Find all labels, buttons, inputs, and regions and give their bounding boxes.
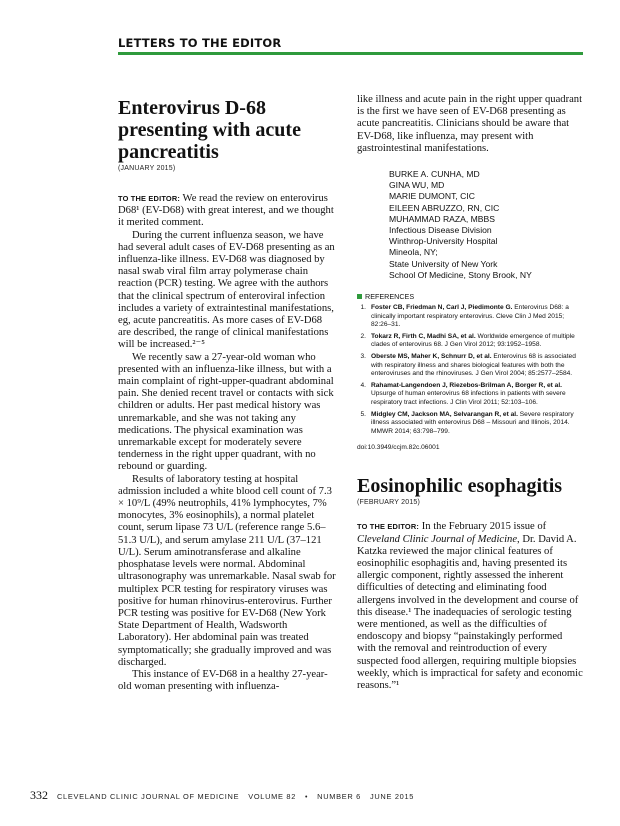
article1-p1-text: We read the review on enterovirus D68¹ (EV-D68) with great interest, and we thought it merited comment. bbox=[118, 193, 334, 229]
footer-number: NUMBER 6 bbox=[317, 792, 361, 801]
right-column bbox=[357, 94, 583, 692]
footer-date: JUNE 2015 bbox=[369, 792, 415, 801]
article2-date: (FEBRUARY 2015) bbox=[357, 499, 421, 507]
reference-authors: Rahamat-Langendoen J, Riezebos-Brilman A, Borger R, et al. bbox=[371, 381, 563, 389]
article1-paragraph-1 bbox=[118, 193, 336, 230]
references-heading bbox=[357, 292, 583, 301]
left-column bbox=[118, 97, 336, 693]
signature-line: Mineola, NY; bbox=[389, 247, 438, 258]
article2-p1-b: , Dr. David A. Katzka reviewed the major clinical features of eosinophilic esophagitis and, having presented its allergic component, rightly assessed the inherent difficulties of detecting and eliminating food allergens involved in the development and course of this disease.¹ The inadequacies of serologic testing were mentioned, as well as the difficulties of endoscopy and biopsy “painstakingly performed with the removal and reintroduction of every suspected food allergen, requiring multiple biopsies weekly, which is impractical for safety and economic reasons.”¹ bbox=[357, 533, 583, 691]
reference-number: 3. bbox=[360, 353, 366, 361]
article1-paragraph-3: We recently saw a 27-year-old woman who presented with an influenza-like illness, but with a main complaint of right-upper-quadrant abdominal pain. She denied recent travel or contacts with sick children or adults. Her past medical history was unremarkable, and she was not taking any medications. The physical examination was unremarkable except for moderately severe tenderness in the right upper quadrant, with no rebound or guarding. bbox=[118, 351, 334, 473]
article1-date: (JANUARY 2015) bbox=[118, 165, 176, 172]
reference-number: 1. bbox=[360, 304, 366, 312]
reference-text: Enterovirus 68 is associated with respiratory illness and shares biological features with both the enteroviruses and the rhinoviruses. J Gen Virol 2004; 85:2577–2584. bbox=[371, 353, 576, 378]
reference-text: Worldwide emergence of multiple clades of enterovirus 68. J Gen Virol 2012; 93:1952–1958. bbox=[371, 332, 575, 349]
article2-paragraph-1 bbox=[357, 521, 583, 692]
signature-line: Infectious Disease Division bbox=[389, 225, 492, 236]
article1-title: Enterovirus D-68 presenting with acute pancreatitis bbox=[118, 97, 301, 163]
reference-number: 5. bbox=[360, 410, 366, 418]
reference-authors: Tokarz R, Firth C, Madhi SA, et al. bbox=[371, 332, 476, 340]
signature-line: Winthrop-University Hospital bbox=[389, 236, 498, 247]
reference-item bbox=[357, 304, 583, 330]
reference-number: 2. bbox=[360, 332, 366, 340]
article2-title: Eosinophilic esophagitis bbox=[357, 475, 563, 498]
reference-number: 4. bbox=[360, 381, 366, 389]
reference-item bbox=[357, 353, 583, 379]
page-number: 332 bbox=[30, 788, 48, 802]
signature-line: State University of New York bbox=[389, 258, 498, 269]
reference-text: Severe respiratory illness associated with enterovirus D68 – Missouri and Illinois, 2014. MMWR 2014; 63:798–799. bbox=[371, 410, 574, 435]
doi: doi:10.3949/ccjm.82c.06001 bbox=[357, 444, 440, 452]
article1-paragraph-4: Results of laboratory testing at hospital admission included a white blood cell count of 7.3 × 10⁹/L (49% neutrophils, 41% lymphocytes, 7% monocytes, 3% eosinophils), a normal platelet count, serum lipase 73 U/L (reference range 5.6–51.3 U/L), and serum amylase 211 U/L (37–121 U/L). Serum aminotransferase and alkaline phosphatase levels were normal. Abdominal ultrasonography was unremarkable. Nasal swab for multiplex PCR testing for respiratory viruses was positive for human rhinovirus-enterovirus. Further PCR testing was positive for EV-D68 (New York State Department of Health, Wadsworth Laboratory). Her abdominal pain was treated symptomatically; she gradually improved and was discharged. bbox=[118, 473, 336, 668]
footer-bullet: • bbox=[305, 794, 309, 801]
reference-authors: Foster CB, Friedman N, Carl J, Piedimonte G. bbox=[371, 304, 513, 312]
reference-item bbox=[357, 333, 583, 350]
reference-item bbox=[357, 411, 583, 437]
signature-line: EILEEN ABRUZZO, RN, CIC bbox=[389, 202, 500, 213]
references-list bbox=[357, 304, 583, 436]
reference-authors: Midgley CM, Jackson MA, Selvarangan R, et al. bbox=[371, 410, 518, 418]
article1-lead: TO THE EDITOR: bbox=[118, 194, 181, 203]
article1-paragraph-5: This instance of EV-D68 in a healthy 27-year-old woman presenting with influenza- bbox=[118, 668, 328, 693]
article2-p1-a: In the February 2015 issue of bbox=[421, 521, 547, 533]
author-signature bbox=[389, 169, 583, 281]
signature-line: BURKE A. CUNHA, MD bbox=[389, 169, 480, 180]
article1-paragraph-5-continued: like illness and acute pain in the right upper quadrant is the first we have seen of EV-D68 presenting as acute pancreatitis. Clinicians should be aware that EV-D68, like influenza, may present with gastrointestinal manifestations. bbox=[357, 94, 583, 154]
article2-journal-name: Cleveland Clinic Journal of Medicine bbox=[357, 533, 518, 545]
reference-text: Upsurge of human enterovirus 68 infections in patients with severe respiratory tract infections. J Clin Virol 2011; 52:103–106. bbox=[371, 390, 566, 406]
reference-item bbox=[357, 382, 583, 408]
page-footer bbox=[30, 788, 414, 803]
article2-lead: TO THE EDITOR: bbox=[357, 522, 420, 532]
signature-line: MUHAMMAD RAZA, MBBS bbox=[389, 213, 495, 224]
section-header: LETTERS TO THE EDITOR bbox=[118, 36, 282, 50]
header-rule bbox=[118, 52, 583, 55]
reference-authors: Oberste MS, Maher K, Schnurr D, et al. bbox=[371, 353, 492, 361]
green-square-icon bbox=[357, 294, 362, 299]
footer-volume: VOLUME 82 bbox=[248, 792, 297, 801]
footer-journal: CLEVELAND CLINIC JOURNAL OF MEDICINE bbox=[57, 792, 240, 801]
reference-text: Enterovirus D68: a clinically important respiratory enterovirus. Cleve Clin J Med 2015; 82:26–31. bbox=[371, 304, 569, 329]
article1-paragraph-2: During the current influenza season, we have had several adult cases of EV-D68 presenting as an influenza-like illness. EV-D68 was diagnosed by nasal swab viral film array polymerase chain reaction (PCR) testing. We agree with the authors that the clinical spectrum of enteroviral infection includes a variety of extraintestinal manifestations, eg, acute pancreatitis. As more cases of EV-D68 are described, the range of clinical manifestations will be increased.²⁻⁵ bbox=[118, 229, 335, 351]
references-label: REFERENCES bbox=[365, 292, 415, 302]
signature-line: MARIE DUMONT, CIC bbox=[389, 191, 475, 202]
signature-line: School Of Medicine, Stony Brook, NY bbox=[389, 269, 532, 280]
signature-line: GINA WU, MD bbox=[389, 180, 445, 191]
